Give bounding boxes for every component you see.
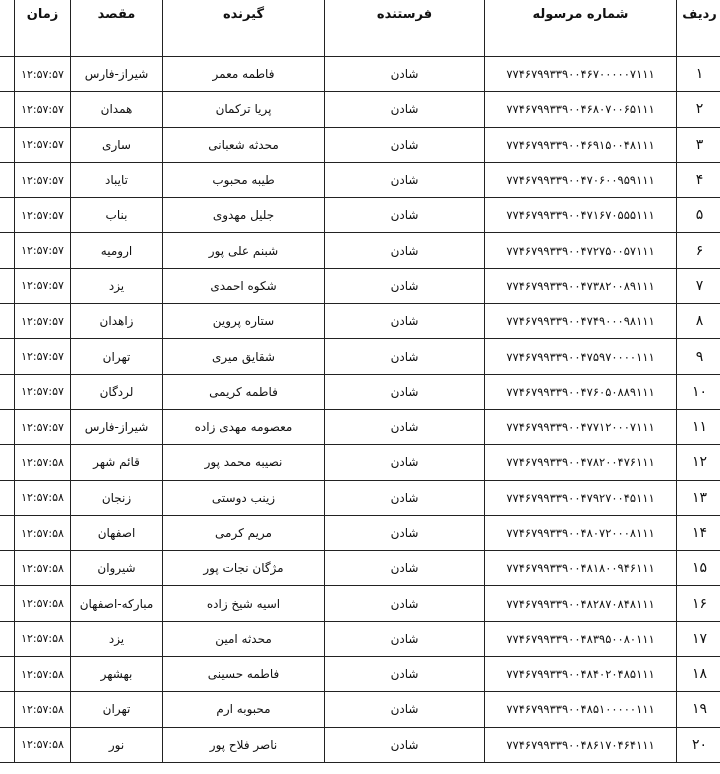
row-receiver: ستاره پروین (163, 304, 325, 339)
row-destination: اصفهان (71, 515, 163, 550)
row-tracking-number: ۷۷۴۶۷۹۹۳۳۹۰۰۴۸۶۱۷۰۴۶۴۱۱۱ (485, 727, 677, 762)
table-row (0, 92, 720, 127)
row-index: ۱ (677, 57, 720, 92)
row-time: ۱۲:۵۷:۵۷ (15, 374, 71, 409)
row-sender: شادن (325, 268, 485, 303)
row-index: ۱۵ (677, 551, 720, 586)
row-extra-cell (0, 657, 15, 692)
row-receiver: فاطمه معمر (163, 57, 325, 92)
row-destination: زاهدان (71, 304, 163, 339)
table-row (0, 445, 720, 480)
row-tracking-number: ۷۷۴۶۷۹۹۳۳۹۰۰۴۸۲۸۷۰۸۴۸۱۱۱ (485, 586, 677, 621)
row-tracking-number: ۷۷۴۶۷۹۹۳۳۹۰۰۴۷۷۱۲۰۰۰۷۱۱۱ (485, 409, 677, 444)
row-receiver: فاطمه کریمی (163, 374, 325, 409)
row-receiver: اسیه شیخ زاده (163, 586, 325, 621)
row-extra-cell (0, 621, 15, 656)
row-extra-cell (0, 374, 15, 409)
header-receiver: گیرنده (163, 0, 325, 57)
row-index: ۱۸ (677, 657, 720, 692)
row-sender: شادن (325, 692, 485, 727)
table-header-row (0, 0, 720, 57)
row-tracking-number: ۷۷۴۶۷۹۹۳۳۹۰۰۴۷۶۰۵۰۸۸۹۱۱۱ (485, 374, 677, 409)
row-receiver: مژگان نجات پور (163, 551, 325, 586)
row-index: ۱۰ (677, 374, 720, 409)
row-tracking-number: ۷۷۴۶۷۹۹۳۳۹۰۰۴۷۴۹۰۰۰۹۸۱۱۱ (485, 304, 677, 339)
row-receiver: نصیبه محمد پور (163, 445, 325, 480)
row-receiver: محدثه شعبانی (163, 127, 325, 162)
row-destination: تهران (71, 692, 163, 727)
row-tracking-number: ۷۷۴۶۷۹۹۳۳۹۰۰۴۶۸۰۷۰۰۶۵۱۱۱ (485, 92, 677, 127)
header-time: زمان (15, 0, 71, 57)
row-receiver: شکوه احمدی (163, 268, 325, 303)
row-time: ۱۲:۵۷:۵۷ (15, 57, 71, 92)
row-tracking-number: ۷۷۴۶۷۹۹۳۳۹۰۰۴۷۳۸۲۰۰۸۹۱۱۱ (485, 268, 677, 303)
row-destination: مبارکه-اصفهان (71, 586, 163, 621)
row-tracking-number: ۷۷۴۶۷۹۹۳۳۹۰۰۴۸۰۷۲۰۰۰۸۱۱۱ (485, 515, 677, 550)
row-destination: ساری (71, 127, 163, 162)
row-sender: شادن (325, 551, 485, 586)
row-extra-cell (0, 198, 15, 233)
row-tracking-number: ۷۷۴۶۷۹۹۳۳۹۰۰۴۸۴۰۲۰۴۸۵۱۱۱ (485, 657, 677, 692)
table-row (0, 339, 720, 374)
table-row (0, 657, 720, 692)
row-time: ۱۲:۵۷:۵۷ (15, 268, 71, 303)
row-extra-cell (0, 692, 15, 727)
row-destination: بناب (71, 198, 163, 233)
row-receiver: ناصر فلاح پور (163, 727, 325, 762)
row-receiver: زینب دوستی (163, 480, 325, 515)
row-index: ۱۶ (677, 586, 720, 621)
header-sender: فرستنده (325, 0, 485, 57)
row-time: ۱۲:۵۷:۵۷ (15, 198, 71, 233)
header-index: ردیف (677, 0, 720, 57)
row-extra-cell (0, 57, 15, 92)
row-destination: یزد (71, 268, 163, 303)
row-index: ۶ (677, 233, 720, 268)
row-time: ۱۲:۵۷:۵۸ (15, 480, 71, 515)
row-tracking-number: ۷۷۴۶۷۹۹۳۳۹۰۰۴۷۵۹۷۰۰۰۰۱۱۱ (485, 339, 677, 374)
row-time: ۱۲:۵۷:۵۷ (15, 339, 71, 374)
row-tracking-number: ۷۷۴۶۷۹۹۳۳۹۰۰۴۷۸۲۰۰۴۷۶۱۱۱ (485, 445, 677, 480)
row-time: ۱۲:۵۷:۵۷ (15, 162, 71, 197)
table-row (0, 727, 720, 762)
row-destination: ارومیه (71, 233, 163, 268)
row-destination: یزد (71, 621, 163, 656)
row-index: ۲ (677, 92, 720, 127)
row-receiver: فاطمه حسینی (163, 657, 325, 692)
row-destination: شیروان (71, 551, 163, 586)
row-tracking-number: ۷۷۴۶۷۹۹۳۳۹۰۰۴۷۰۶۰۰۹۵۹۱۱۱ (485, 162, 677, 197)
table-row (0, 409, 720, 444)
row-receiver: پریا ترکمان (163, 92, 325, 127)
table-body (0, 57, 720, 763)
row-receiver: جلیل مهدوی (163, 198, 325, 233)
row-extra-cell (0, 727, 15, 762)
row-sender: شادن (325, 304, 485, 339)
row-destination: زنجان (71, 480, 163, 515)
row-extra-cell (0, 515, 15, 550)
row-sender: شادن (325, 374, 485, 409)
row-sender: شادن (325, 198, 485, 233)
row-extra-cell (0, 233, 15, 268)
row-sender: شادن (325, 586, 485, 621)
row-time: ۱۲:۵۷:۵۸ (15, 551, 71, 586)
row-time: ۱۲:۵۷:۵۸ (15, 727, 71, 762)
row-time: ۱۲:۵۷:۵۸ (15, 657, 71, 692)
row-index: ۸ (677, 304, 720, 339)
row-index: ۱۱ (677, 409, 720, 444)
row-receiver: محبوبه ارم (163, 692, 325, 727)
row-tracking-number: ۷۷۴۶۷۹۹۳۳۹۰۰۴۸۳۹۵۰۰۸۰۱۱۱ (485, 621, 677, 656)
row-extra-cell (0, 409, 15, 444)
row-tracking-number: ۷۷۴۶۷۹۹۳۳۹۰۰۴۶۷۰۰۰۰۰۷۱۱۱ (485, 57, 677, 92)
row-extra-cell (0, 127, 15, 162)
row-destination: تهران (71, 339, 163, 374)
row-extra-cell (0, 268, 15, 303)
header-tracking-number: شماره مرسوله (485, 0, 677, 57)
row-sender: شادن (325, 445, 485, 480)
row-extra-cell (0, 304, 15, 339)
row-time: ۱۲:۵۷:۵۷ (15, 92, 71, 127)
row-time: ۱۲:۵۷:۵۸ (15, 586, 71, 621)
table-row (0, 692, 720, 727)
row-receiver: شبنم علی پور (163, 233, 325, 268)
row-sender: شادن (325, 162, 485, 197)
row-sender: شادن (325, 621, 485, 656)
table-row (0, 515, 720, 550)
row-index: ۹ (677, 339, 720, 374)
row-extra-cell (0, 586, 15, 621)
row-time: ۱۲:۵۷:۵۷ (15, 233, 71, 268)
row-receiver: مریم کرمی (163, 515, 325, 550)
row-sender: شادن (325, 727, 485, 762)
row-index: ۲۰ (677, 727, 720, 762)
header-extra-column (0, 0, 15, 57)
row-destination: تایباد (71, 162, 163, 197)
row-destination: شیراز-فارس (71, 409, 163, 444)
row-sender: شادن (325, 127, 485, 162)
row-destination: بهشهر (71, 657, 163, 692)
table-row (0, 162, 720, 197)
row-extra-cell (0, 339, 15, 374)
table-row (0, 374, 720, 409)
row-index: ۱۹ (677, 692, 720, 727)
row-time: ۱۲:۵۷:۵۸ (15, 445, 71, 480)
row-time: ۱۲:۵۷:۵۸ (15, 515, 71, 550)
row-time: ۱۲:۵۷:۵۷ (15, 409, 71, 444)
row-index: ۱۳ (677, 480, 720, 515)
row-tracking-number: ۷۷۴۶۷۹۹۳۳۹۰۰۴۷۹۲۷۰۰۴۵۱۱۱ (485, 480, 677, 515)
table-row (0, 127, 720, 162)
row-time: ۱۲:۵۷:۵۸ (15, 692, 71, 727)
row-time: ۱۲:۵۷:۵۷ (15, 304, 71, 339)
row-index: ۵ (677, 198, 720, 233)
row-receiver: معصومه مهدی زاده (163, 409, 325, 444)
row-extra-cell (0, 551, 15, 586)
row-extra-cell (0, 445, 15, 480)
table-row (0, 233, 720, 268)
row-destination: شیراز-فارس (71, 57, 163, 92)
row-index: ۷ (677, 268, 720, 303)
row-receiver: طیبه محبوب (163, 162, 325, 197)
row-index: ۱۲ (677, 445, 720, 480)
row-sender: شادن (325, 657, 485, 692)
row-receiver: محدثه امین (163, 621, 325, 656)
row-index: ۱۷ (677, 621, 720, 656)
table-row (0, 551, 720, 586)
row-destination: نور (71, 727, 163, 762)
table-row (0, 480, 720, 515)
row-receiver: شقایق میری (163, 339, 325, 374)
table-row (0, 198, 720, 233)
row-destination: لردگان (71, 374, 163, 409)
row-tracking-number: ۷۷۴۶۷۹۹۳۳۹۰۰۴۶۹۱۵۰۰۴۸۱۱۱ (485, 127, 677, 162)
row-tracking-number: ۷۷۴۶۷۹۹۳۳۹۰۰۴۷۲۷۵۰۰۵۷۱۱۱ (485, 233, 677, 268)
row-sender: شادن (325, 92, 485, 127)
header-destination: مقصد (71, 0, 163, 57)
row-extra-cell (0, 480, 15, 515)
row-sender: شادن (325, 515, 485, 550)
table-row (0, 586, 720, 621)
row-sender: شادن (325, 57, 485, 92)
row-sender: شادن (325, 233, 485, 268)
row-time: ۱۲:۵۷:۵۷ (15, 127, 71, 162)
row-tracking-number: ۷۷۴۶۷۹۹۳۳۹۰۰۴۸۵۱۰۰۰۰۰۱۱۱ (485, 692, 677, 727)
row-sender: شادن (325, 480, 485, 515)
row-index: ۳ (677, 127, 720, 162)
row-index: ۱۴ (677, 515, 720, 550)
table-row (0, 57, 720, 92)
row-extra-cell (0, 162, 15, 197)
row-tracking-number: ۷۷۴۶۷۹۹۳۳۹۰۰۴۷۱۶۷۰۵۵۵۱۱۱ (485, 198, 677, 233)
table-row (0, 621, 720, 656)
table-row (0, 268, 720, 303)
row-tracking-number: ۷۷۴۶۷۹۹۳۳۹۰۰۴۸۱۸۰۰۹۴۶۱۱۱ (485, 551, 677, 586)
row-destination: همدان (71, 92, 163, 127)
table-row (0, 304, 720, 339)
row-index: ۴ (677, 162, 720, 197)
row-destination: قائم شهر (71, 445, 163, 480)
row-sender: شادن (325, 339, 485, 374)
row-sender: شادن (325, 409, 485, 444)
row-extra-cell (0, 92, 15, 127)
row-time: ۱۲:۵۷:۵۸ (15, 621, 71, 656)
